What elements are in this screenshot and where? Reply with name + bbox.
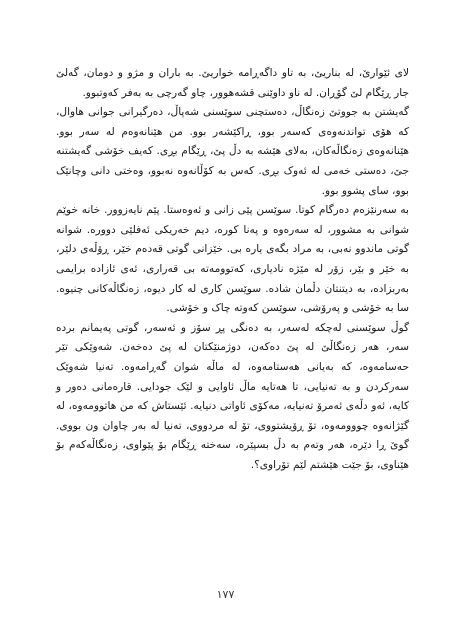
paragraph-2: گەیشتن بە جووتێ زەنگاڵ، دەستچنی سوێسنی شەپاڵ، دەرگیرانی جوانی هاوال، کە هۆی تواندنەوەی کەسەر بوو، ڕاکێشەر بوو. من هێنانەوەم لە سەر بوو. هێنانەوەی زەنگاڵەکان، بەلای هێشە بە دڵ پێ، ڕێگام بڕی. کەیف خۆشی گەیشتنە جێ، دەستی خەمی لە ئەوک بڕی. کەس بە کۆڵانەوە نەبوو، وەختی دانی وچانێک بوو، سای پشوو بوو.	[56, 106, 409, 197]
paragraph-3: بە سەرنێزەم دەرگام کوتا. سوێسن پێی زانی و ئەوەستا. پێم نایەزوور. خانە خوێم شوانی بە مشوور، لە سەرەوە و پەنا کورە، دیم خەریکی ئەفلێی دووره. شوانە گوتی ماندوو نەبی، بە مراد بگەی یارە بی. خێزانی گوتی قەدەم خێر، ڕۆڵەی دلێر، بە خێر و بێر، زۆر لە مێژە نادیاری، کەتوومەتە بی قەراری، ئەی ئازادە برایمی بەربزادە، بە دیتنتان دڵمان شادە. سوێسن کاری لە کار دیوە، زەنگاڵەکانی چنیوە. سا بە خۆشی و پەرۆشی، سوێسن کەوتە چاک و خۆشی.	[56, 204, 409, 315]
paragraph-4: گوڵ سوێسنی لەچکە لەسەر، بە دەنگی پڕ سۆز و ئەسەر، گوتی پەیمانم بردە سەر، هەر زەنگاڵێ لە پێ دەکەن، دوژمنێکتان لە پێ دەخەن. شەوێکی تێر حەسامەوە، کە بەیانی هەستامەوە، لە ماڵە شوان گەڕامەوە. تەنیا شەوێک سەرکردن و بە تەنیایی، تا هەتایە ماڵ ئاوایی و لێک جودایی. قارەمانی دەور و کایە، ئەو دڵەی ئەمرۆ تەنیایە، مەکۆی ئاواتی دنیایە. ئێستاش کە من هاتوومەوە، لە گێژانەوە چووومەوە، تۆ ڕۆیشتووی، تۆ لە مردووی، تەنیا لە بەر چاوان ون بووی. گوێ ڕا دێرە، هەر وتەم بە دڵ بسپێرە، سەختە ڕێگام بۆ پێواوی، زەنگاڵەکەم بۆ هێناوی، بۆ جێت هێشتم لێم تۆراوی؟.	[56, 321, 409, 471]
body-text	[56, 64, 409, 475]
page-number: ١٧٧	[216, 588, 235, 601]
paragraph-1: لای ئێوارێ، لە بناریێ، بە تاو داگەڕامە خواریێ. بە باران و مژو و دومان، گەلێ جار ڕێگام لێ گۆڕان. لە ناو داوێنی قشەهوور، چاو گەرچی بە بەفر کەوتبوو.	[56, 67, 409, 99]
